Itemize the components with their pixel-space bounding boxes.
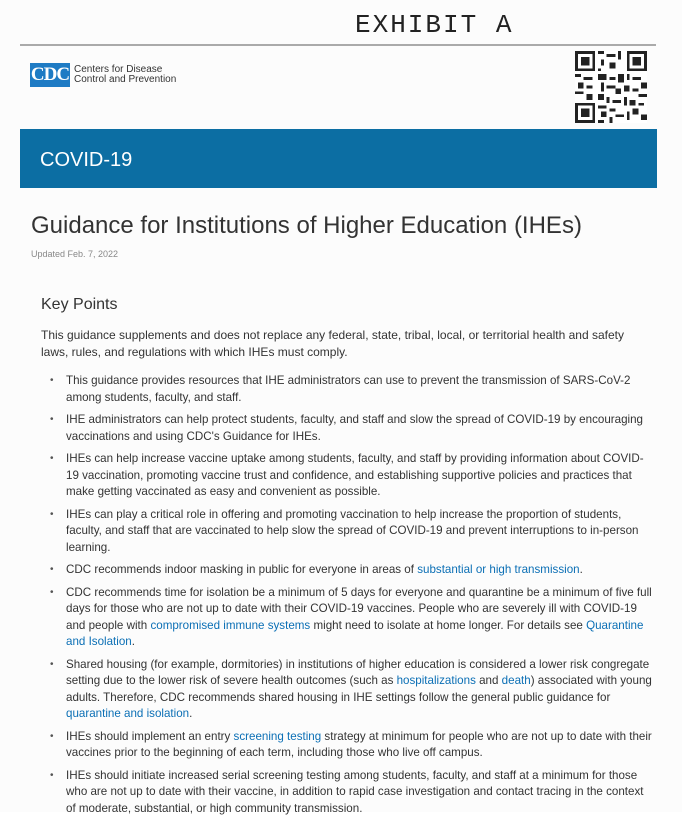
link-substantial-high-transmission[interactable]: substantial or high transmission [417,563,580,576]
divider [20,44,656,46]
link-quarantine-isolation-guidance[interactable]: quarantine and isolation [66,707,190,720]
link-screening-testing[interactable]: screening testing [233,729,322,743]
list-item: • Shared housing (for example, dormitories) in institutions of higher education is considered a lower risk congregate setting due to the lower risk of severe health outcomes (such as hospitalizations and death) associated with young adults. Therefore, CDC recommends shared housing in IHE settings follow the general public guidance for quarantine and isolation. [66,657,656,723]
cdc-logo-text: Centers for Disease Control and Prevention [74,64,177,85]
list-item: • IHEs can play a critical role in offering and promoting vaccination to help increase the proportion of students, faculty, and staff that are vaccinated to help slow the spread of COVID-19 and prevent interruptions to in-person learning. [66,507,656,557]
key-points-list [48,373,656,823]
link-compromised-immune-systems[interactable]: compromised immune systems [150,618,311,632]
list-item: • This guidance provides resources that IHE administrators can use to prevent the transmission of SARS-CoV-2 among students, faculty, and staff. [66,373,656,406]
link-quarantine-and-isolation[interactable]: Quarantine and Isolation [66,618,644,648]
updated-date: Updated Feb. 7, 2022 [31,249,119,259]
list-item: • IHEs should initiate increased serial screening testing among students, faculty, and staff at a minimum for those who are not up to date with their vaccine, in addition to rapid case investigation and contact tracing in the context of moderate, substantial, or high community transmission. [66,768,656,818]
list-item: • IHE administrators can help protect students, faculty, and staff and slow the spread of COVID-19 by encouraging vaccinations and using CDC's Guidance for IHEs. [66,412,656,445]
list-item: • CDC recommends indoor masking in public for everyone in areas of substantial or high transmission. [66,562,656,579]
banner-title: COVID-19 [40,149,133,171]
qr-code-icon [575,50,647,124]
topic-banner [20,129,657,188]
link-death[interactable]: death [501,674,531,687]
link-hospitalizations[interactable]: hospitalizations [396,674,476,687]
intro-paragraph: This guidance supplements and does not replace any federal, state, tribal, local, or territorial health and safety laws, rules, and regulations with which IHEs must comply. [41,328,625,359]
cdc-logo[interactable] [30,63,176,87]
list-item: • CDC recommends time for isolation be a minimum of 5 days for everyone and quarantine be a minimum of five full days for those who are not up to date with their COVID-19 vaccines. People who are severely ill with COVID-19 and people with compromised immune systems might need to isolate at home longer. For details see Quarantine and Isolation. [66,585,656,651]
list-item: • IHEs can help increase vaccine uptake among students, faculty, and staff by providing information about COVID-19 vaccination, promoting vaccine trust and confidence, and establishing supportive policies and practices that make getting vaccinated as easy and convenient as possible. [66,451,656,501]
section-heading: Key Points [41,296,118,313]
page-title: Guidance for Institutions of Higher Education (IHEs) [31,212,582,239]
list-item: • IHEs should implement an entry screening testing strategy at minimum for people who are not up to date with their vaccines prior to the beginning of each term, including those who live off campus. [66,729,656,762]
cdc-logo-mark: CDC [30,64,70,85]
